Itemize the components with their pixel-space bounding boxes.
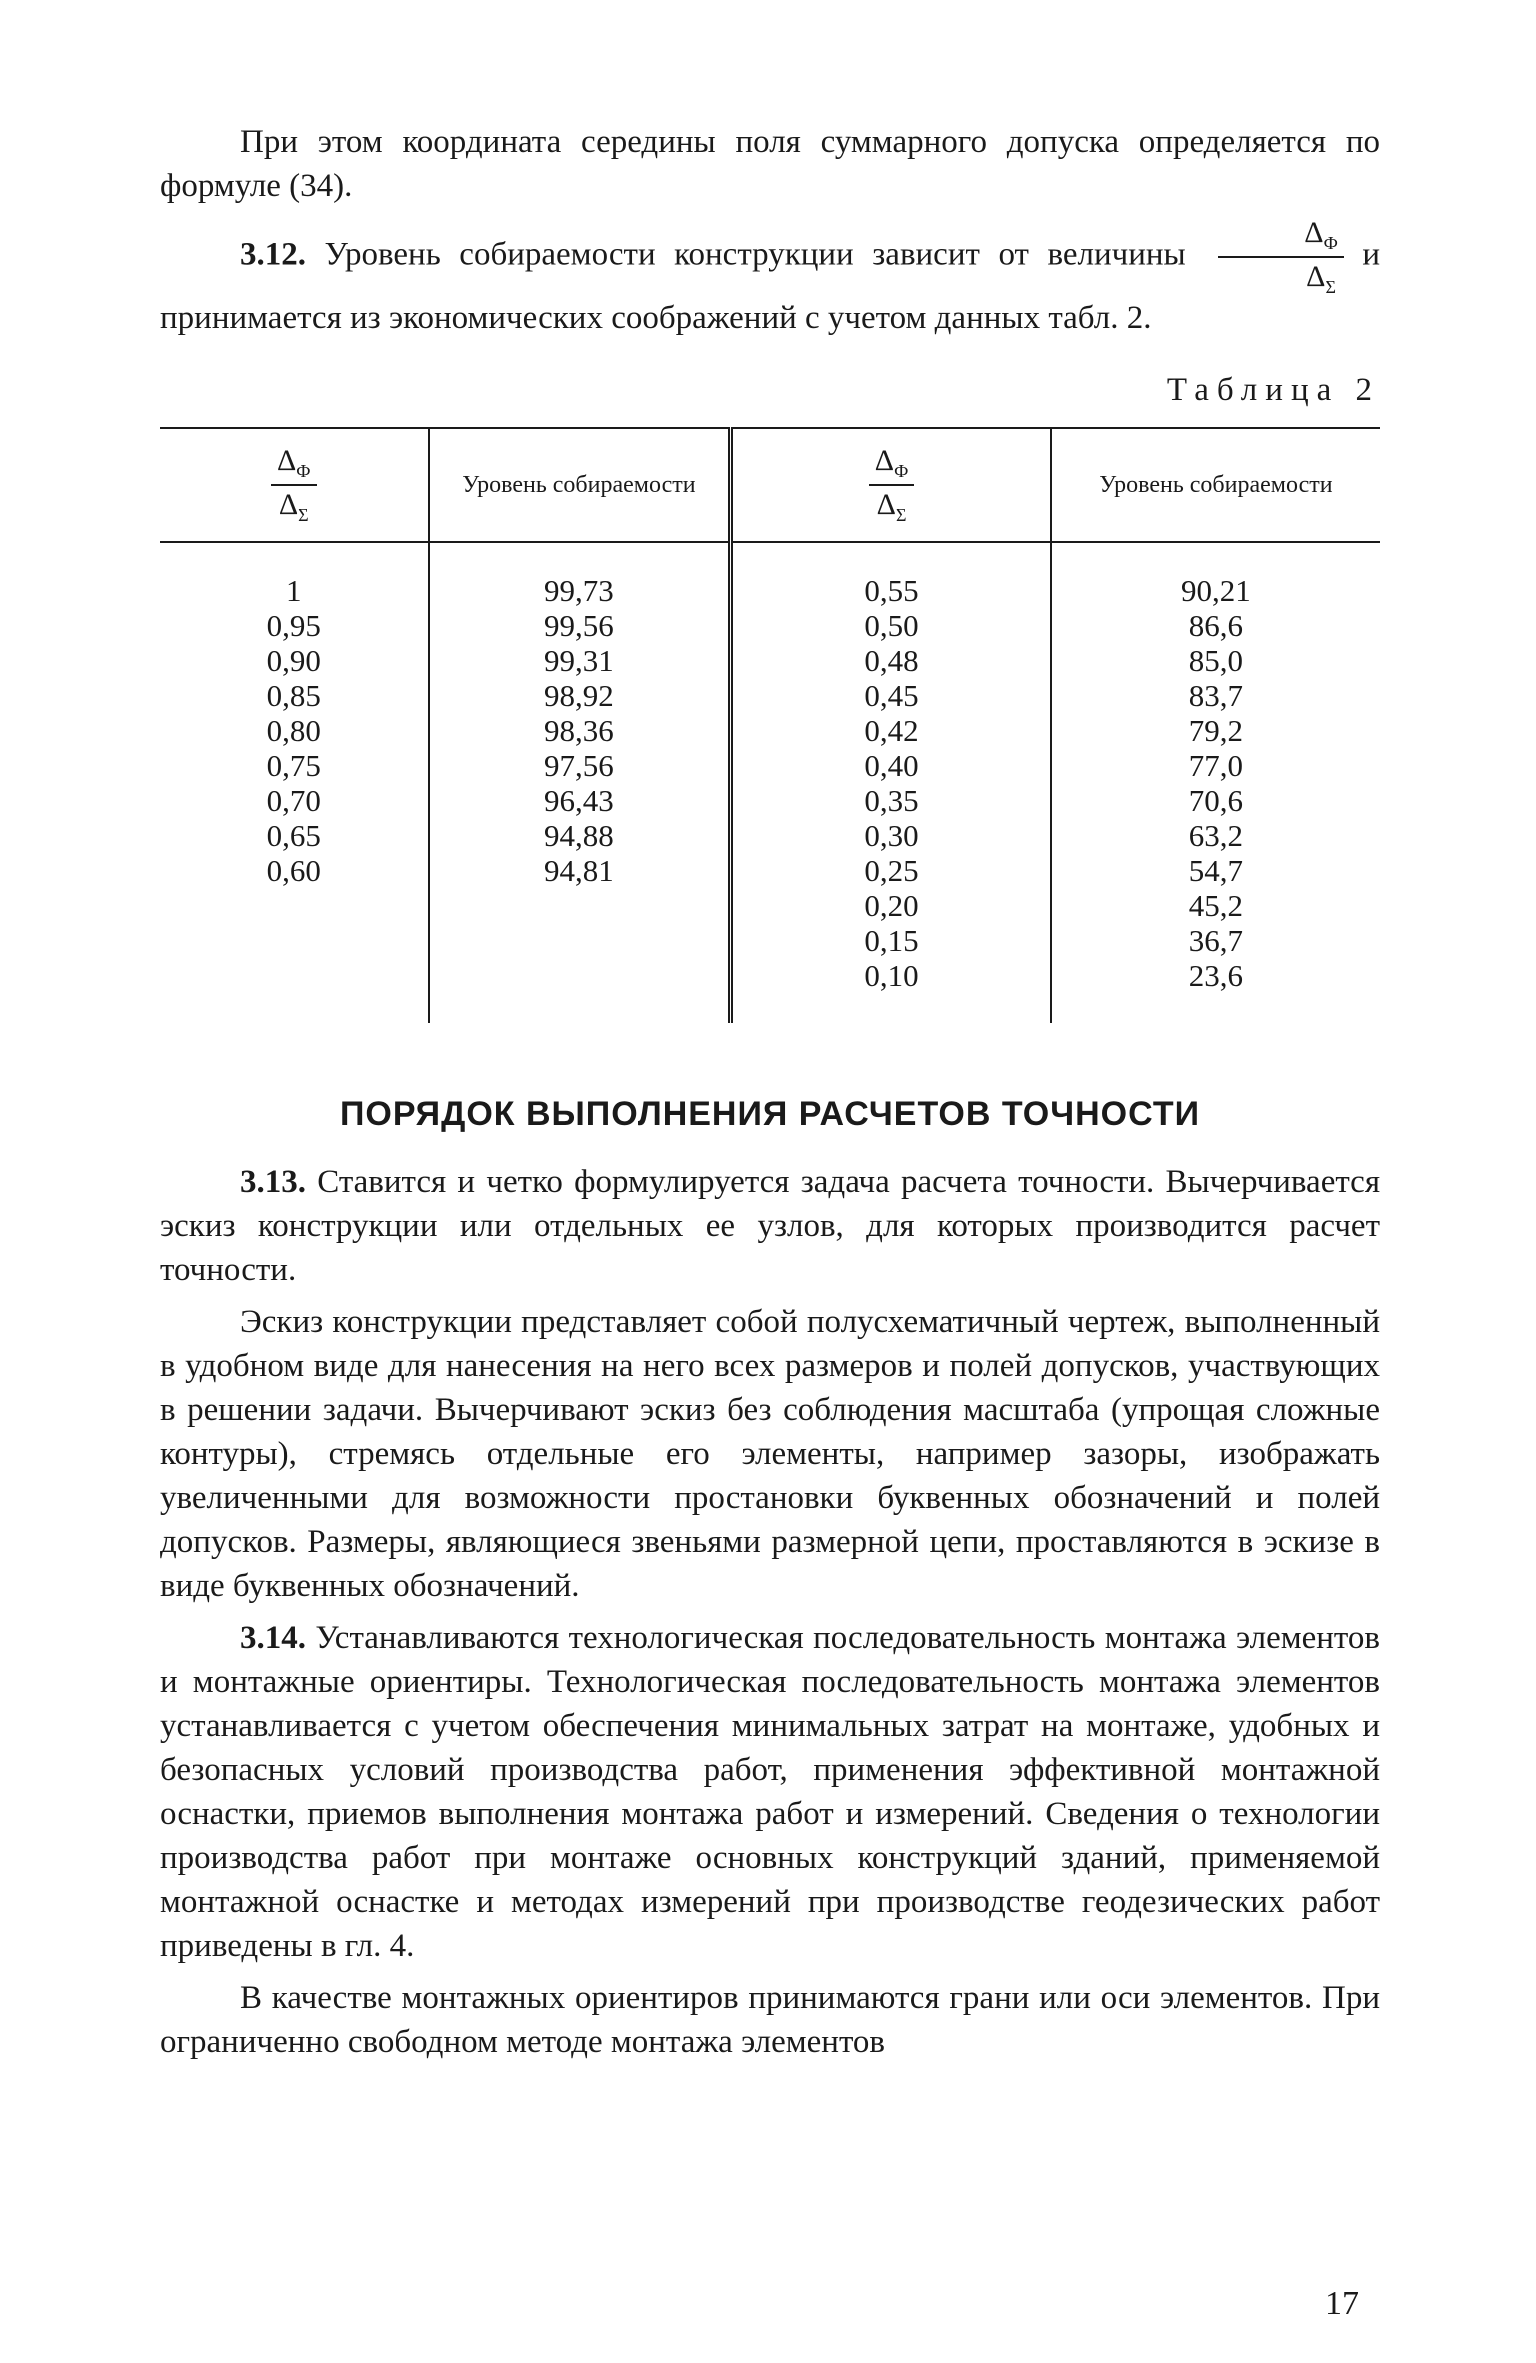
table-cell: 63,2 — [1188, 818, 1244, 853]
table-cell: 1 — [286, 573, 302, 608]
table-cell: 0,25 — [864, 853, 919, 888]
table-cell: 0,30 — [864, 818, 919, 853]
table-cell: 0,85 — [266, 678, 321, 713]
table-cell: 96,43 — [544, 783, 614, 818]
table-cell: 85,0 — [1188, 643, 1244, 678]
table-cell: 0,35 — [864, 783, 919, 818]
paragraph-sketch: Эскиз конструкции представляет собой полусхематичный чертеж, выполненный в удобном виде для нанесения на него всех размеров и полей допусков, участвующих в решении задачи. Вычерчивают эскиз без соблюдения масштаба (упрощая сложные контуры), стремясь отдельные его элементы, например зазоры, изображать увеличенными для возможности простановки буквенных обозначений и полей допусков. Размеры, являющиеся звеньями размерной цепи, проставляются в эскизе в виде буквенных обозначений. — [160, 1304, 1380, 1604]
paragraph-3-14 — [160, 1616, 1380, 1968]
table-cell: 94,81 — [544, 853, 614, 888]
table-cell: 98,36 — [544, 713, 614, 748]
table-cell: 0,70 — [266, 783, 321, 818]
section-heading: ПОРЯДОК ВЫПОЛНЕНИЯ РАСЧЕТОВ ТОЧНОСТИ — [339, 1095, 1201, 1133]
table-cell: 99,31 — [544, 643, 614, 678]
column-ratio-1 — [160, 542, 429, 1023]
clause-text: Устанавливаются технологическая последовательность монтажа элементов и монтажные ориентиры. Технологическая последовательность монтажа элементов устанавливается с учетом обеспечения минимальных затрат на монтаже, удобных и безопасных условий производства работ, применения эффективной монтажной оснастки, приемов выполнения монтажа работ и измерений. Сведения о технологии производства работ при монтаже основных конструкций зданий, применяемой монтажной оснастке и методах измерений при производстве геодезических работ приведены в гл. 4. — [160, 1620, 1380, 1964]
page-body — [160, 120, 1380, 2064]
table-cell: 0,20 — [864, 888, 919, 923]
table-cell: 45,2 — [1188, 888, 1244, 923]
table-cell: 86,6 — [1188, 608, 1244, 643]
table-cell: 0,15 — [864, 923, 919, 958]
clause-number: 3.12. — [240, 236, 306, 273]
clause-number: 3.14. — [240, 1620, 306, 1656]
table-cell: 0,60 — [266, 853, 321, 888]
table-cell: 0,55 — [864, 573, 919, 608]
paragraph-3-13 — [160, 1160, 1380, 1292]
table-cell: 0,45 — [864, 678, 919, 713]
table-cell: 54,7 — [1188, 853, 1244, 888]
clause-text: Ставится и четко формулируется задача расчета точности. Вычерчивается эскиз конструкции или отдельных ее узлов, для которых производится расчет точности. — [160, 1164, 1380, 1288]
table-cell: 99,56 — [544, 608, 614, 643]
table-cell: 0,65 — [266, 818, 321, 853]
table-cell: 97,56 — [544, 748, 614, 783]
header-ratio-1: $\frac{\Delta_Ф}{\Delta_\Sigma}$ — [160, 428, 429, 542]
header-level-2: Уровень собираемости — [1051, 428, 1380, 542]
table-cell: 90,21 — [1181, 573, 1251, 608]
clause-number: 3.13. — [240, 1164, 306, 1200]
assembly-level-table — [160, 427, 1380, 1023]
page-number: 17 — [1325, 2285, 1359, 2322]
table-caption: Таблица 2 — [1166, 372, 1380, 408]
paragraph-3-12 — [160, 218, 1380, 340]
table-cell: 23,6 — [1188, 958, 1244, 993]
table-cell: 0,90 — [266, 643, 321, 678]
table-cell: 0,50 — [864, 608, 919, 643]
table-cell: 0,48 — [864, 643, 919, 678]
header-level-1: Уровень собираемости — [429, 428, 731, 542]
clause-text: Уровень собираемости конструкции зависит от величины — [324, 236, 1186, 273]
intro-paragraph: При этом координата середины поля суммарного допуска определяется по формуле (34). — [160, 124, 1380, 204]
ratio-fraction: $\frac{\Delta_Ф}{\Delta_\Sigma}$ — [1218, 218, 1344, 296]
table-cell: 70,6 — [1188, 783, 1244, 818]
paragraph-orientirs: В качестве монтажных ориентиров принимаются грани или оси элементов. При ограниченно свободном методе монтажа элементов — [160, 1980, 1380, 2060]
table-cell: 77,0 — [1188, 748, 1244, 783]
column-level-2 — [1051, 542, 1380, 1023]
table-cell: 0,10 — [864, 958, 919, 993]
table-cell: 0,40 — [864, 748, 919, 783]
table-cell: 0,80 — [266, 713, 321, 748]
column-level-1 — [429, 542, 731, 1023]
table-cell: 0,95 — [266, 608, 321, 643]
clause-text-cont: и принимается из экономических соображений с учетом данных табл. 2. — [160, 236, 1381, 336]
table-cell: 99,73 — [544, 573, 614, 608]
header-ratio-2: $\frac{\Delta_Ф}{\Delta_\Sigma}$ — [731, 428, 1051, 542]
table-cell: 79,2 — [1188, 713, 1244, 748]
table-cell: 94,88 — [544, 818, 614, 853]
table-cell: 0,75 — [266, 748, 321, 783]
table-cell: 0,42 — [864, 713, 919, 748]
table-cell: 83,7 — [1188, 678, 1244, 713]
table-cell: 98,92 — [544, 678, 614, 713]
table-cell: 36,7 — [1188, 923, 1244, 958]
column-ratio-2 — [731, 542, 1051, 1023]
